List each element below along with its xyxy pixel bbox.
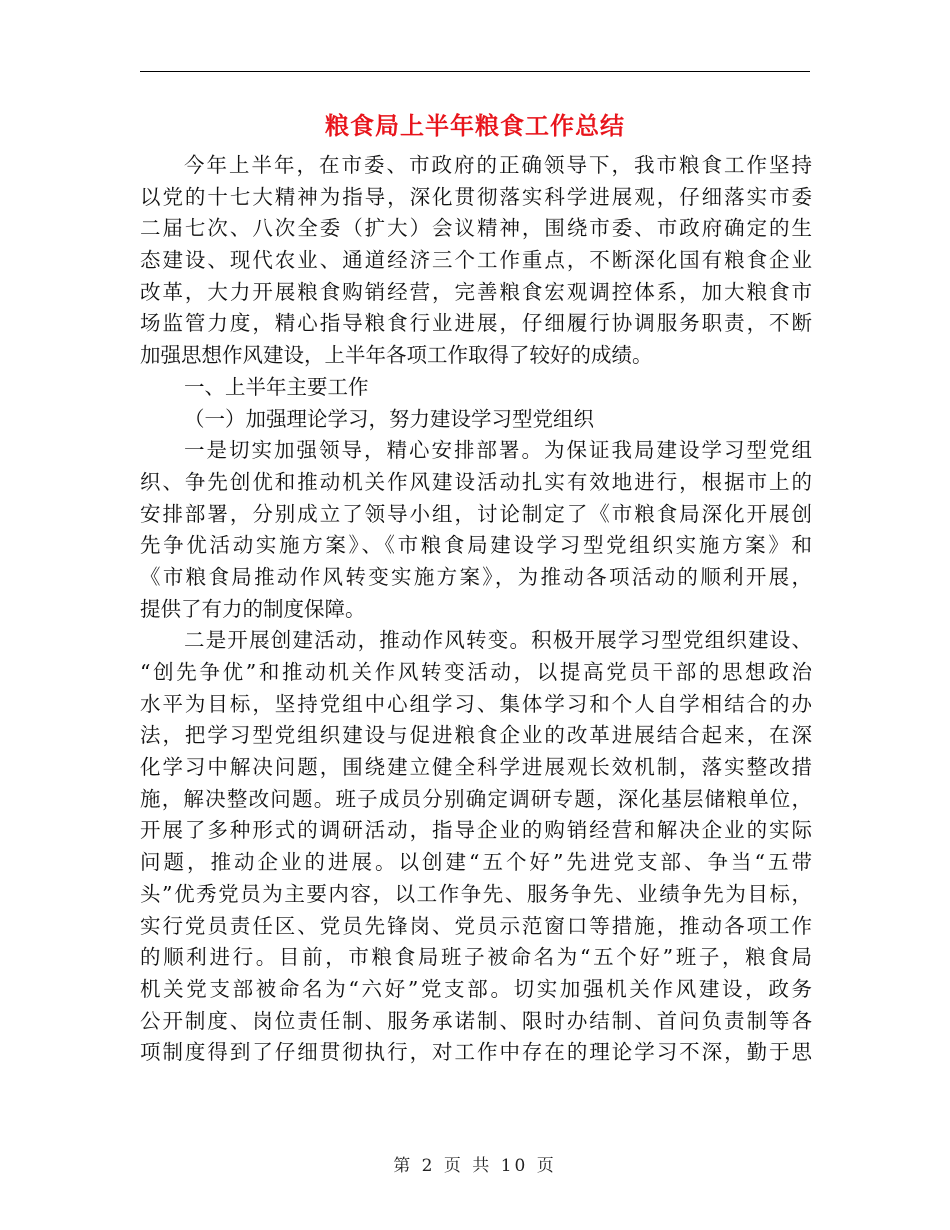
- paragraph-line: 公开制度、岗位责任制、服务承诺制、限时办结制、首问负责制等各: [140, 1008, 812, 1033]
- subsection-heading: （一）加强理论学习，努力建设学习型党组织: [184, 406, 594, 431]
- paragraph-line: 问题，推动企业的进展。以创建“五个好”先进党支部、争当“五带: [140, 850, 812, 875]
- paragraph-line: 头”优秀党员为主要内容，以工作争先、服务争先、业绩争先为目标，: [140, 881, 812, 906]
- paragraph-line: 改革，大力开展粮食购销经营，完善粮食宏观调控体系，加大粮食市: [140, 279, 812, 304]
- paragraph-line: 项制度得到了仔细贯彻执行，对工作中存在的理论学习不深，勤于思: [140, 1040, 812, 1065]
- document-body: [140, 150, 812, 1069]
- paragraph-line: 法，把学习型党组织建设与促进粮食企业的改革进展结合起来，在深: [140, 723, 812, 748]
- paragraph-line: “创先争优”和推动机关作风转变活动，以提高党员干部的思想政治: [140, 660, 812, 684]
- paragraph-line: 施，解决整改问题。班子成员分别确定调研专题，深化基层储粮单位，: [140, 786, 812, 811]
- section-heading: 一、上半年主要工作: [184, 374, 369, 399]
- paragraph-line: 提供了有力的制度保障。: [140, 596, 366, 621]
- document-title: 粮食局上半年粮食工作总结: [325, 111, 625, 140]
- page-number: 第 2 页 共 10 页: [393, 1156, 557, 1176]
- paragraph-line: 一是切实加强领导，精心安排部署。为保证我局建设学习型党组: [184, 438, 812, 463]
- paragraph-line: 先争优活动实施方案》、《市粮食局建设学习型党组织实施方案》和: [140, 533, 812, 558]
- paragraph-line: 以党的十七大精神为指导，深化贯彻落实科学进展观，仔细落实市委: [140, 184, 812, 209]
- paragraph-line: 场监管力度，精心指导粮食行业进展，仔细履行协调服务职责，不断: [140, 311, 812, 336]
- paragraph-line: 二是开展创建活动，推动作风转变。积极开展学习型党组织建设、: [184, 628, 812, 653]
- paragraph-line: 《市粮食局推动作风转变实施方案》，为推动各项活动的顺利开展，: [140, 564, 812, 589]
- paragraph-line: 水平为目标，坚持党组中心组学习、集体学习和个人自学相结合的办: [140, 691, 812, 716]
- paragraph-line: 二届七次、八次全委（扩大）会议精神，围绕市委、市政府确定的生: [140, 216, 812, 241]
- paragraph-line: 开展了多种形式的调研活动，指导企业的购销经营和解决企业的实际: [140, 818, 812, 843]
- paragraph-line: 机关党支部被命名为“六好”党支部。切实加强机关作风建设，政务: [140, 976, 812, 1001]
- paragraph-line: 加强思想作风建设，上半年各项工作取得了较好的成绩。: [140, 343, 653, 368]
- paragraph-line: 安排部署，分别成立了领导小组，讨论制定了《市粮食局深化开展创: [140, 501, 812, 526]
- paragraph-line: 的顺利进行。目前，市粮食局班子被命名为“五个好”班子，粮食局: [140, 945, 812, 970]
- header-rule: [140, 71, 810, 72]
- paragraph-line: 实行党员责任区、党员先锋岗、党员示范窗口等措施，推动各项工作: [140, 913, 812, 938]
- paragraph-line: 化学习中解决问题，围绕建立健全科学进展观长效机制，落实整改措: [140, 755, 812, 780]
- paragraph-line: 织、争先创优和推动机关作风建设活动扎实有效地进行，根据市上的: [140, 469, 812, 494]
- paragraph-line: 态建设、现代农业、通道经济三个工作重点，不断深化国有粮食企业: [140, 248, 812, 273]
- paragraph-line: 今年上半年，在市委、市政府的正确领导下，我市粮食工作坚持: [184, 153, 812, 177]
